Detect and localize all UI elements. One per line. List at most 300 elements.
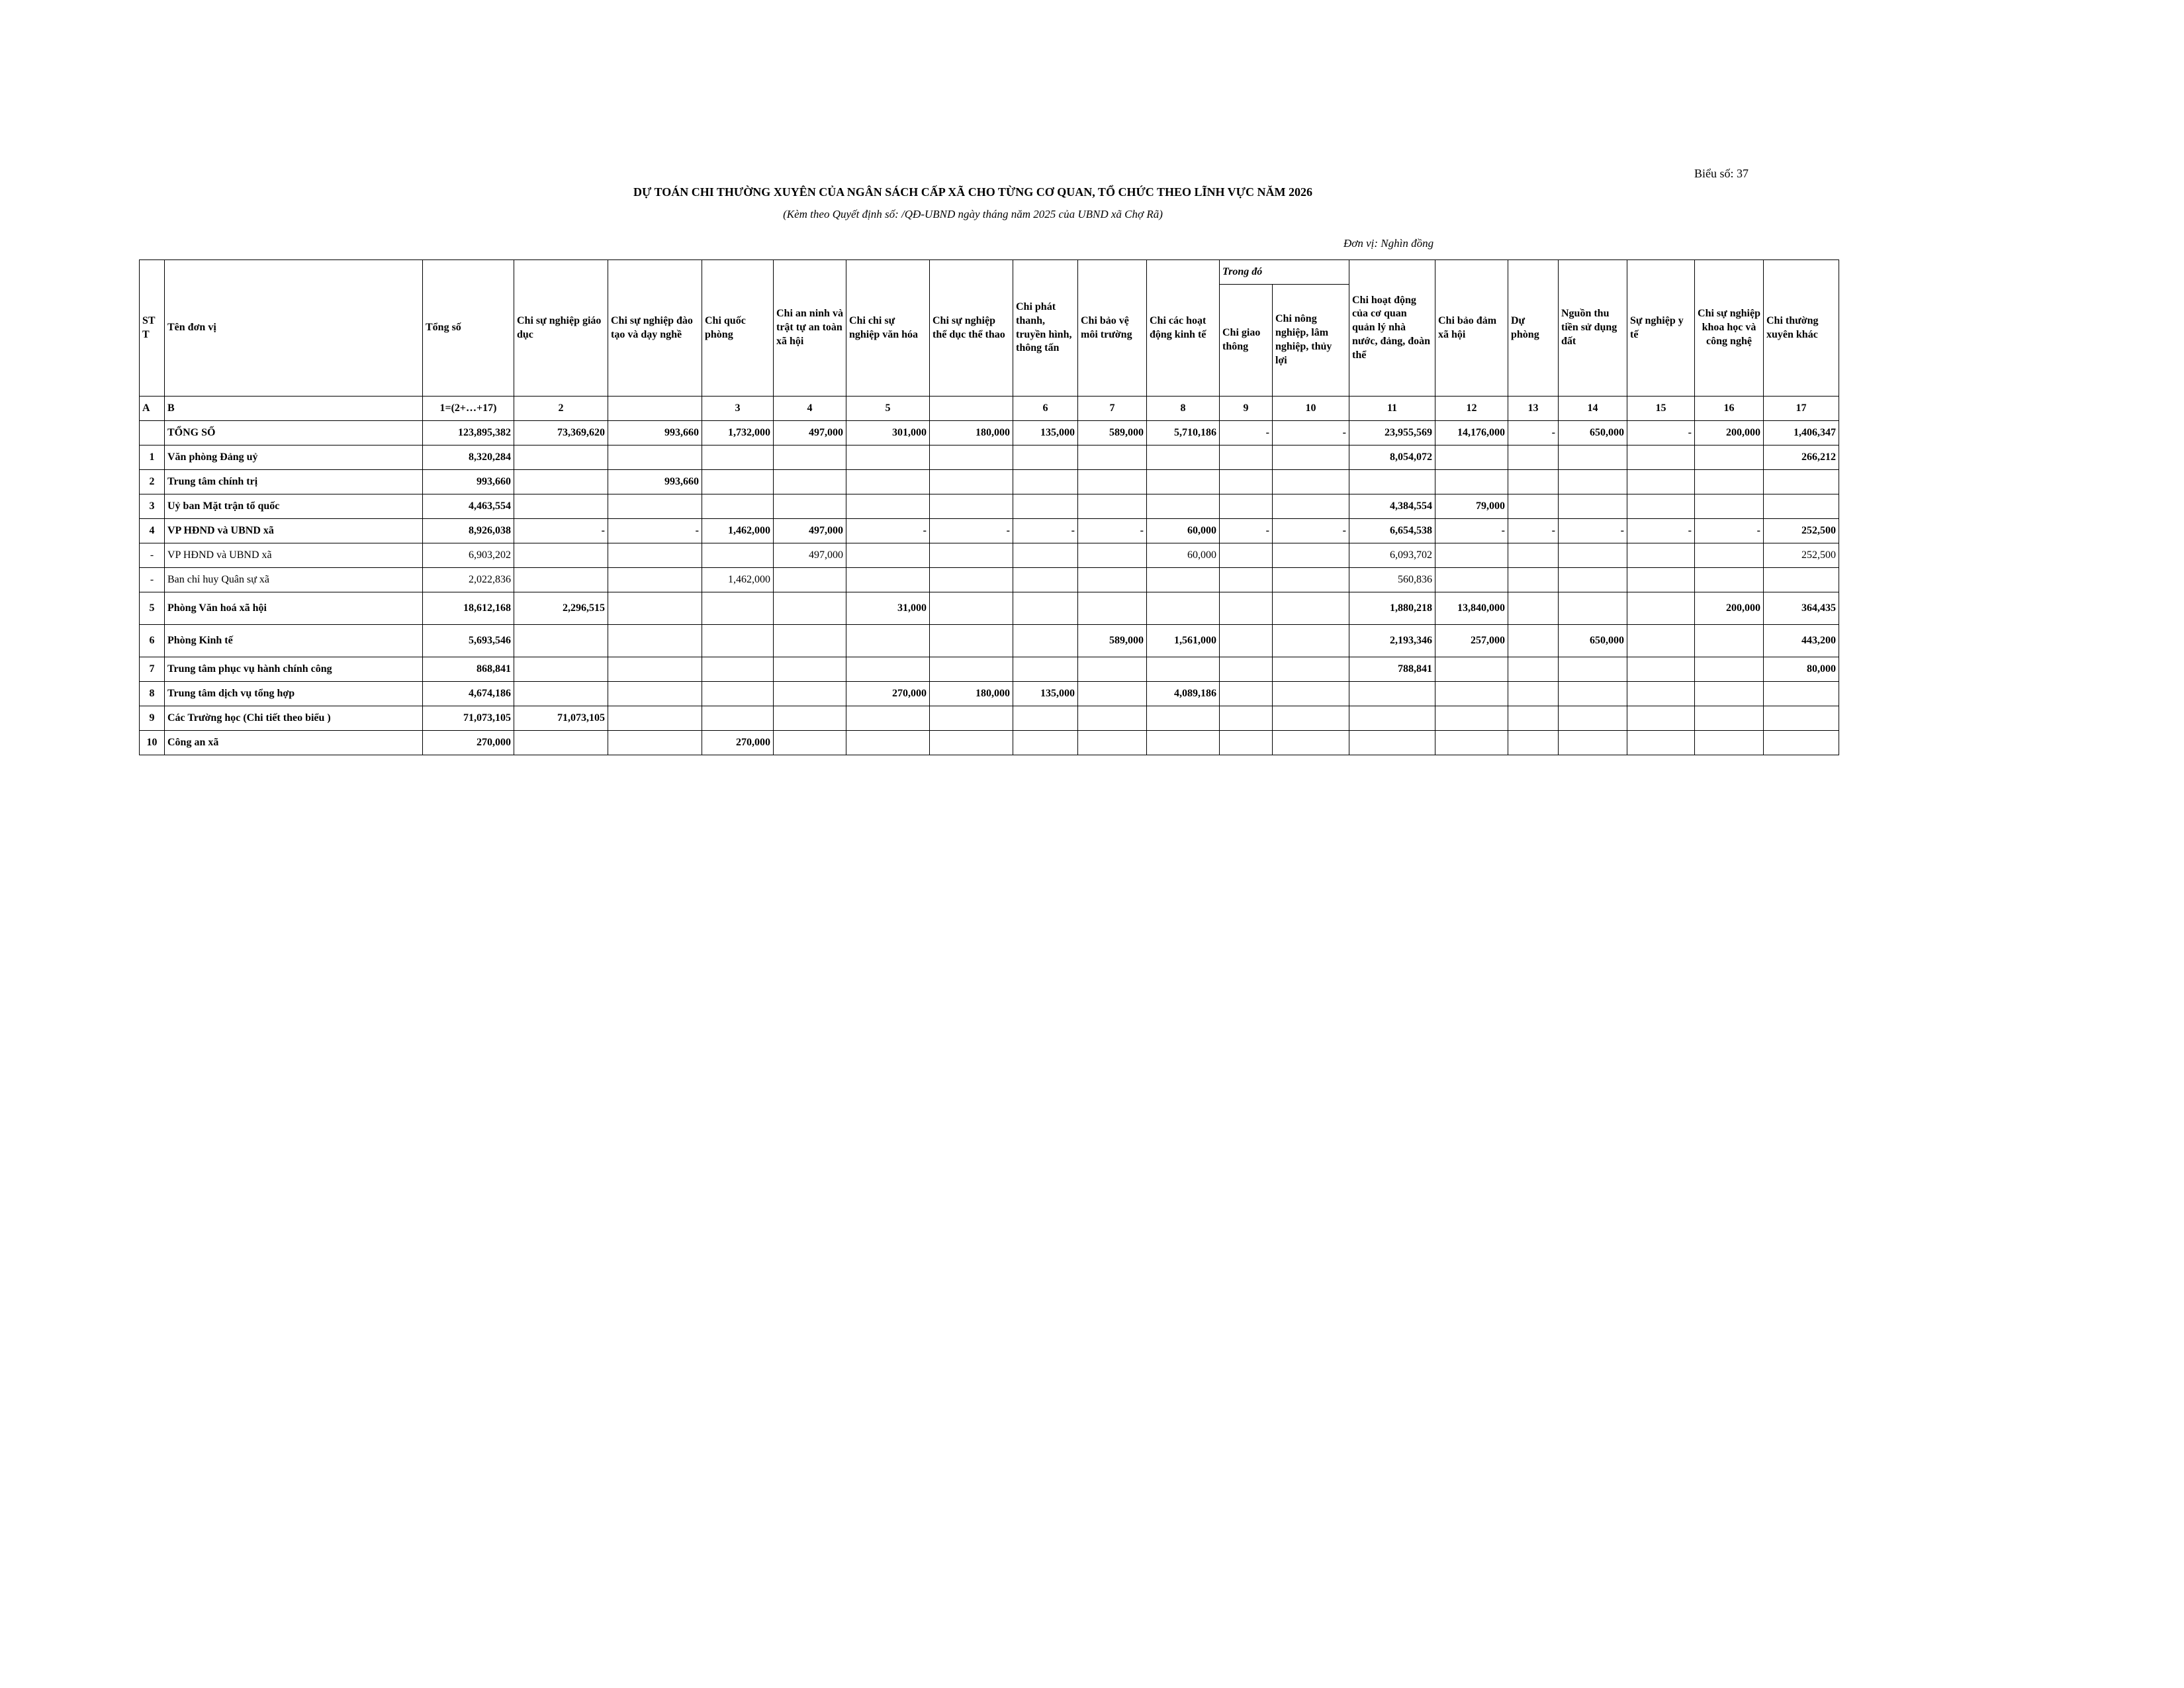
- amount-cell: 13,840,000: [1435, 592, 1508, 625]
- index-cell: 3: [702, 397, 774, 421]
- amount-cell: [514, 625, 608, 657]
- amount-cell: 1,406,347: [1764, 421, 1839, 445]
- amount-cell: [608, 682, 702, 706]
- col-header-health: Sự nghiệp y tế: [1627, 260, 1695, 397]
- row-index: -: [140, 543, 165, 568]
- table-row: [140, 445, 1839, 470]
- amount-cell: [930, 470, 1013, 494]
- amount-cell: [1627, 731, 1695, 755]
- unit-name: Phòng Văn hoá xã hội: [165, 592, 423, 625]
- amount-cell: 497,000: [774, 421, 846, 445]
- amount-cell: 4,384,554: [1349, 494, 1435, 519]
- amount-cell: 560,836: [1349, 568, 1435, 592]
- amount-cell: 79,000: [1435, 494, 1508, 519]
- amount-cell: [846, 625, 930, 657]
- amount-cell: 31,000: [846, 592, 930, 625]
- col-group-header: Trong đó: [1220, 260, 1349, 285]
- amount-cell: [702, 682, 774, 706]
- amount-cell: [1764, 470, 1839, 494]
- amount-cell: [702, 657, 774, 682]
- col-header-social: Chi bảo đảm xã hội: [1435, 260, 1508, 397]
- amount-cell: 364,435: [1764, 592, 1839, 625]
- amount-cell: [1273, 470, 1349, 494]
- amount-cell: [1435, 470, 1508, 494]
- amount-cell: [1627, 682, 1695, 706]
- amount-cell: 497,000: [774, 543, 846, 568]
- amount-cell: 4,674,186: [423, 682, 514, 706]
- amount-cell: [1435, 682, 1508, 706]
- amount-cell: [1147, 470, 1220, 494]
- amount-cell: [846, 706, 930, 731]
- table-row: [140, 568, 1839, 592]
- amount-cell: -: [1220, 519, 1273, 543]
- amount-cell: [1147, 592, 1220, 625]
- amount-cell: 71,073,105: [514, 706, 608, 731]
- amount-cell: 8,054,072: [1349, 445, 1435, 470]
- index-cell: 5: [846, 397, 930, 421]
- amount-cell: [1078, 494, 1147, 519]
- col-header-train: Chi sự nghiệp đào tạo và dạy nghề: [608, 260, 702, 397]
- unit-name: Phòng Kinh tế: [165, 625, 423, 657]
- amount-cell: [1273, 706, 1349, 731]
- amount-cell: 252,500: [1764, 519, 1839, 543]
- amount-cell: 266,212: [1764, 445, 1839, 470]
- amount-cell: [608, 657, 702, 682]
- amount-cell: [1559, 657, 1627, 682]
- amount-cell: [1559, 568, 1627, 592]
- amount-cell: [1764, 731, 1839, 755]
- amount-cell: [930, 706, 1013, 731]
- unit-name: Uỷ ban Mặt trận tổ quốc: [165, 494, 423, 519]
- amount-cell: [1147, 657, 1220, 682]
- index-cell: [608, 397, 702, 421]
- amount-cell: [1013, 445, 1078, 470]
- amount-cell: [1220, 625, 1273, 657]
- unit-name: Công an xã: [165, 731, 423, 755]
- amount-cell: 2,193,346: [1349, 625, 1435, 657]
- amount-cell: [1559, 682, 1627, 706]
- amount-cell: [1695, 470, 1764, 494]
- index-cell: 6: [1013, 397, 1078, 421]
- index-cell: 10: [1273, 397, 1349, 421]
- row-index: 1: [140, 445, 165, 470]
- amount-cell: [702, 592, 774, 625]
- form-number: Biểu số: 37: [1694, 167, 1749, 180]
- amount-cell: [1695, 625, 1764, 657]
- document-subtitle: (Kèm theo Quyết định số: /QĐ-UBND ngày tháng năm 2025 của UBND xã Chợ Rã): [783, 208, 1163, 220]
- amount-cell: [1220, 445, 1273, 470]
- amount-cell: -: [608, 519, 702, 543]
- amount-cell: 788,841: [1349, 657, 1435, 682]
- amount-cell: [608, 494, 702, 519]
- amount-cell: [1508, 568, 1559, 592]
- amount-cell: [1435, 731, 1508, 755]
- index-cell: B: [165, 397, 423, 421]
- amount-cell: [1013, 731, 1078, 755]
- amount-cell: [846, 657, 930, 682]
- index-cell: A: [140, 397, 165, 421]
- amount-cell: [774, 625, 846, 657]
- amount-cell: [1764, 706, 1839, 731]
- amount-cell: [608, 592, 702, 625]
- index-cell: 11: [1349, 397, 1435, 421]
- col-header-other: Chi thường xuyên khác: [1764, 260, 1839, 397]
- amount-cell: [930, 731, 1013, 755]
- index-row: [140, 397, 1839, 421]
- amount-cell: [774, 445, 846, 470]
- amount-cell: 60,000: [1147, 519, 1220, 543]
- amount-cell: [1147, 731, 1220, 755]
- amount-cell: 6,903,202: [423, 543, 514, 568]
- amount-cell: [930, 657, 1013, 682]
- index-cell: 12: [1435, 397, 1508, 421]
- amount-cell: 135,000: [1013, 682, 1078, 706]
- amount-cell: [846, 470, 930, 494]
- row-index: 7: [140, 657, 165, 682]
- amount-cell: 1,462,000: [702, 519, 774, 543]
- amount-cell: [702, 706, 774, 731]
- table-row: [140, 421, 1839, 445]
- amount-cell: 993,660: [608, 421, 702, 445]
- amount-cell: -: [846, 519, 930, 543]
- amount-cell: 5,693,546: [423, 625, 514, 657]
- amount-cell: [1627, 494, 1695, 519]
- index-cell: 17: [1764, 397, 1839, 421]
- amount-cell: 270,000: [846, 682, 930, 706]
- amount-cell: [774, 568, 846, 592]
- amount-cell: 252,500: [1764, 543, 1839, 568]
- amount-cell: -: [930, 519, 1013, 543]
- col-header-land: Nguồn thu tiền sử dụng đất: [1559, 260, 1627, 397]
- amount-cell: [1013, 470, 1078, 494]
- table-row: [140, 706, 1839, 731]
- amount-cell: [1147, 706, 1220, 731]
- amount-cell: [1695, 445, 1764, 470]
- amount-cell: [1695, 568, 1764, 592]
- amount-cell: 2,022,836: [423, 568, 514, 592]
- amount-cell: [774, 682, 846, 706]
- amount-cell: [1273, 568, 1349, 592]
- amount-cell: 23,955,569: [1349, 421, 1435, 445]
- amount-cell: [1508, 706, 1559, 731]
- amount-cell: [930, 625, 1013, 657]
- amount-cell: [1147, 568, 1220, 592]
- amount-cell: [1220, 592, 1273, 625]
- amount-cell: 4,089,186: [1147, 682, 1220, 706]
- amount-cell: 270,000: [702, 731, 774, 755]
- amount-cell: 14,176,000: [1435, 421, 1508, 445]
- amount-cell: [1435, 445, 1508, 470]
- amount-cell: [1220, 568, 1273, 592]
- amount-cell: [1508, 657, 1559, 682]
- amount-cell: 650,000: [1559, 421, 1627, 445]
- amount-cell: [1627, 592, 1695, 625]
- row-index: -: [140, 568, 165, 592]
- amount-cell: [1508, 445, 1559, 470]
- amount-cell: [514, 657, 608, 682]
- amount-cell: [1627, 543, 1695, 568]
- amount-cell: [846, 731, 930, 755]
- amount-cell: [1508, 731, 1559, 755]
- col-header-agri: Chi nông nghiệp, lâm nghiệp, thủy lợi: [1273, 285, 1349, 397]
- amount-cell: [514, 470, 608, 494]
- row-index: 8: [140, 682, 165, 706]
- amount-cell: [608, 731, 702, 755]
- amount-cell: [846, 494, 930, 519]
- amount-cell: 180,000: [930, 682, 1013, 706]
- amount-cell: -: [1273, 421, 1349, 445]
- row-index: [140, 421, 165, 445]
- col-header-media: Chi phát thanh, truyền hình, thông tấn: [1013, 260, 1078, 397]
- index-cell: [930, 397, 1013, 421]
- amount-cell: [702, 543, 774, 568]
- amount-cell: [1078, 543, 1147, 568]
- amount-cell: [930, 592, 1013, 625]
- index-cell: 15: [1627, 397, 1695, 421]
- amount-cell: [1559, 470, 1627, 494]
- table-row: [140, 519, 1839, 543]
- amount-cell: [1220, 543, 1273, 568]
- amount-cell: [1078, 731, 1147, 755]
- col-header-security: Chi an ninh và trật tự an toàn xã hội: [774, 260, 846, 397]
- amount-cell: [1559, 706, 1627, 731]
- index-cell: 13: [1508, 397, 1559, 421]
- index-cell: 2: [514, 397, 608, 421]
- amount-cell: [702, 445, 774, 470]
- amount-cell: -: [1627, 421, 1695, 445]
- col-header-defense: Chi quốc phòng: [702, 260, 774, 397]
- col-header-reserve: Dự phòng: [1508, 260, 1559, 397]
- amount-cell: 80,000: [1764, 657, 1839, 682]
- amount-cell: [846, 543, 930, 568]
- amount-cell: [1273, 625, 1349, 657]
- amount-cell: [846, 568, 930, 592]
- col-header-name: Tên đơn vị: [165, 260, 423, 397]
- amount-cell: [1013, 543, 1078, 568]
- amount-cell: 123,895,382: [423, 421, 514, 445]
- index-cell: 4: [774, 397, 846, 421]
- unit-name: TỔNG SỐ: [165, 421, 423, 445]
- amount-cell: [1220, 470, 1273, 494]
- col-header-env: Chi bảo vệ môi trường: [1078, 260, 1147, 397]
- amount-cell: [702, 494, 774, 519]
- amount-cell: [846, 445, 930, 470]
- amount-cell: [774, 706, 846, 731]
- amount-cell: 868,841: [423, 657, 514, 682]
- table-row: [140, 470, 1839, 494]
- amount-cell: [1013, 706, 1078, 731]
- amount-cell: 1,732,000: [702, 421, 774, 445]
- amount-cell: [1013, 568, 1078, 592]
- amount-cell: [1508, 592, 1559, 625]
- table-row: [140, 625, 1839, 657]
- amount-cell: [1559, 494, 1627, 519]
- amount-cell: 497,000: [774, 519, 846, 543]
- row-index: 10: [140, 731, 165, 755]
- amount-cell: -: [1013, 519, 1078, 543]
- amount-cell: [1508, 682, 1559, 706]
- amount-cell: 1,561,000: [1147, 625, 1220, 657]
- unit-name: VP HĐND và UBND xã: [165, 519, 423, 543]
- amount-cell: [1695, 543, 1764, 568]
- index-cell: 8: [1147, 397, 1220, 421]
- amount-cell: [1627, 625, 1695, 657]
- amount-cell: [514, 731, 608, 755]
- amount-cell: 2,296,515: [514, 592, 608, 625]
- unit-name: Trung tâm phục vụ hành chính công: [165, 657, 423, 682]
- amount-cell: [1273, 657, 1349, 682]
- unit-name: Văn phòng Đảng uỷ: [165, 445, 423, 470]
- amount-cell: -: [1273, 519, 1349, 543]
- amount-cell: [1078, 706, 1147, 731]
- amount-cell: [1435, 706, 1508, 731]
- row-index: 4: [140, 519, 165, 543]
- amount-cell: [1013, 657, 1078, 682]
- amount-cell: 180,000: [930, 421, 1013, 445]
- amount-cell: [1349, 706, 1435, 731]
- amount-cell: [1220, 494, 1273, 519]
- amount-cell: [514, 445, 608, 470]
- col-header-edu: Chi sự nghiệp giáo dục: [514, 260, 608, 397]
- amount-cell: [608, 625, 702, 657]
- amount-cell: [1559, 445, 1627, 470]
- index-cell: 1=(2+…+17): [423, 397, 514, 421]
- row-index: 9: [140, 706, 165, 731]
- amount-cell: [1435, 543, 1508, 568]
- amount-cell: [1627, 445, 1695, 470]
- amount-cell: -: [1220, 421, 1273, 445]
- amount-cell: [1695, 657, 1764, 682]
- amount-cell: [1627, 470, 1695, 494]
- amount-cell: [1627, 657, 1695, 682]
- amount-cell: [1273, 682, 1349, 706]
- amount-cell: 6,093,702: [1349, 543, 1435, 568]
- amount-cell: 5,710,186: [1147, 421, 1220, 445]
- amount-cell: [774, 731, 846, 755]
- amount-cell: -: [1508, 421, 1559, 445]
- amount-cell: -: [1435, 519, 1508, 543]
- amount-cell: [608, 445, 702, 470]
- amount-cell: [1147, 445, 1220, 470]
- amount-cell: 60,000: [1147, 543, 1220, 568]
- table-row: [140, 682, 1839, 706]
- amount-cell: [1220, 682, 1273, 706]
- amount-cell: [1013, 494, 1078, 519]
- amount-cell: [930, 494, 1013, 519]
- amount-cell: 73,369,620: [514, 421, 608, 445]
- amount-cell: [1078, 568, 1147, 592]
- amount-cell: 71,073,105: [423, 706, 514, 731]
- unit-name: VP HĐND và UBND xã: [165, 543, 423, 568]
- amount-cell: 1,880,218: [1349, 592, 1435, 625]
- amount-cell: [930, 445, 1013, 470]
- col-header-admin: Chi hoạt động của cơ quan quản lý nhà nước, đảng, đoàn thể: [1349, 260, 1435, 397]
- amount-cell: [1508, 543, 1559, 568]
- amount-cell: [1764, 568, 1839, 592]
- index-cell: 9: [1220, 397, 1273, 421]
- amount-cell: [1013, 625, 1078, 657]
- index-cell: 7: [1078, 397, 1147, 421]
- row-index: 5: [140, 592, 165, 625]
- amount-cell: [1078, 657, 1147, 682]
- col-header-stt: ST T: [140, 260, 165, 397]
- amount-cell: [1695, 706, 1764, 731]
- table-row: [140, 731, 1839, 755]
- row-index: 6: [140, 625, 165, 657]
- amount-cell: [1764, 494, 1839, 519]
- amount-cell: [1508, 494, 1559, 519]
- amount-cell: -: [1559, 519, 1627, 543]
- amount-cell: [1078, 682, 1147, 706]
- amount-cell: [1435, 657, 1508, 682]
- amount-cell: [1627, 568, 1695, 592]
- unit-name: Các Trường học (Chi tiết theo biểu ): [165, 706, 423, 731]
- amount-cell: [1695, 494, 1764, 519]
- amount-cell: [1273, 445, 1349, 470]
- amount-cell: 200,000: [1695, 592, 1764, 625]
- amount-cell: [1220, 731, 1273, 755]
- amount-cell: [514, 682, 608, 706]
- amount-cell: [774, 494, 846, 519]
- amount-cell: [1013, 592, 1078, 625]
- unit-name: Trung tâm chính trị: [165, 470, 423, 494]
- amount-cell: 135,000: [1013, 421, 1078, 445]
- amount-cell: [608, 706, 702, 731]
- index-cell: 16: [1695, 397, 1764, 421]
- amount-cell: 301,000: [846, 421, 930, 445]
- amount-cell: 589,000: [1078, 421, 1147, 445]
- amount-cell: [1559, 731, 1627, 755]
- table-row: [140, 657, 1839, 682]
- amount-cell: -: [1508, 519, 1559, 543]
- amount-cell: [1764, 682, 1839, 706]
- amount-cell: [1349, 470, 1435, 494]
- amount-cell: [1273, 543, 1349, 568]
- amount-cell: [774, 657, 846, 682]
- table-row: [140, 543, 1839, 568]
- col-header-science: Chi sự nghiệp khoa học và công nghệ: [1695, 260, 1764, 397]
- unit-name: Trung tâm dịch vụ tổng hợp: [165, 682, 423, 706]
- amount-cell: [1078, 592, 1147, 625]
- col-header-culture: Chi chi sự nghiệp văn hóa: [846, 260, 930, 397]
- amount-cell: 18,612,168: [423, 592, 514, 625]
- amount-cell: -: [1078, 519, 1147, 543]
- amount-cell: [1078, 445, 1147, 470]
- row-index: 3: [140, 494, 165, 519]
- col-header-total: Tổng số: [423, 260, 514, 397]
- amount-cell: [930, 543, 1013, 568]
- amount-cell: [1078, 470, 1147, 494]
- amount-cell: -: [514, 519, 608, 543]
- col-header-econ: Chi các hoạt động kinh tế: [1147, 260, 1220, 397]
- amount-cell: -: [1627, 519, 1695, 543]
- amount-cell: [1695, 682, 1764, 706]
- amount-cell: [608, 568, 702, 592]
- amount-cell: [514, 494, 608, 519]
- document-title: DỰ TOÁN CHI THƯỜNG XUYÊN CỦA NGÂN SÁCH CẤP XÃ CHO TỪNG CƠ QUAN, TỔ CHỨC THEO LĨNH VỰC NĂM 2026: [633, 185, 1312, 199]
- amount-cell: [1695, 731, 1764, 755]
- amount-cell: 6,654,538: [1349, 519, 1435, 543]
- index-cell: 14: [1559, 397, 1627, 421]
- amount-cell: [514, 543, 608, 568]
- amount-cell: [1559, 592, 1627, 625]
- amount-cell: 8,320,284: [423, 445, 514, 470]
- row-index: 2: [140, 470, 165, 494]
- amount-cell: [1435, 568, 1508, 592]
- amount-cell: [930, 568, 1013, 592]
- amount-cell: 993,660: [608, 470, 702, 494]
- amount-cell: 1,462,000: [702, 568, 774, 592]
